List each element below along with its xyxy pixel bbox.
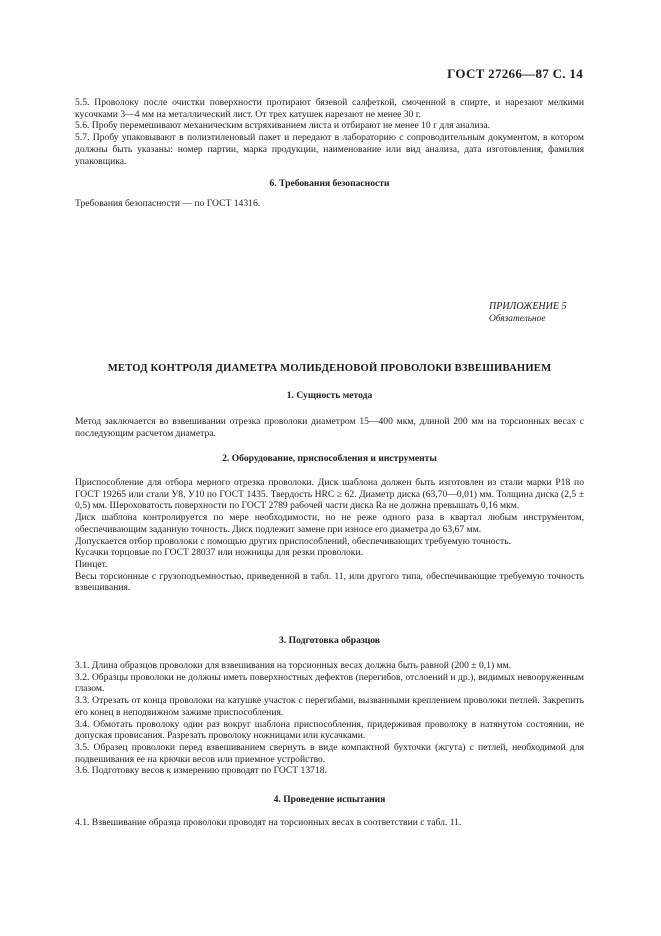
paragraph-a4-1: 4.1. Взвешивание образца проволоки проводят на торсионных весах в соответствии с табл. 11. <box>75 817 462 828</box>
paragraph-a3-5: 3.5. Образец проволоки перед взвешиванием свернуть в виде компактной бухточки (жгута) с петлей, необходимой для подвешивания ее на крючки весов или приемное устройство. <box>75 741 584 765</box>
paragraph-a2-2: Диск шаблона контролируется по мере необходимости, но не реже одного раза в квартал любым инструментом, обеспечивающим заданную точность. Диск подлежит замене при износе его диаметра до 63,67 мм. <box>75 512 584 535</box>
appendix-section-3-text <box>75 660 584 777</box>
paragraph-5-5: 5.5. Проволоку после очистки поверхности протирают бязевой салфеткой, смоченной в спирте, и нарезают мелкими кусочками 3—4 мм на металлический лист. От трех катушек нарезают не менее 30 г. <box>75 97 584 120</box>
section-6-text <box>75 198 584 210</box>
paragraph-a3-6: 3.6. Подготовку весов к измерению проводят по ГОСТ 13718. <box>75 765 327 777</box>
appendix-section-4-text <box>75 817 584 829</box>
appendix-section-1-text <box>75 416 584 439</box>
section-6-title: 6. Требования безопасности <box>269 178 390 189</box>
paragraph-5-6: 5.6. Пробу перемешивают механическим встряхиванием листа и отбирают не менее 10 г для анализа. <box>75 120 491 132</box>
paragraph-a3-4: 3.4. Обмотать проволоку один раз вокруг шаблона приспособления, придерживая проволоку в натянутом состоянии, не допуская провисания. Разрезать проволоку ножницами или кусачками. <box>75 718 584 742</box>
method-title: МЕТОД КОНТРОЛЯ ДИАМЕТРА МОЛИБДЕНОВОЙ ПРОВОЛОКИ ВЗВЕШИВАНИЕМ <box>107 363 552 374</box>
paragraph-a2-6: Весы торсионные с грузоподъемностью, приведенной в табл. 11, или другого типа, обеспечивающие требуемую точность взвешивания. <box>75 570 584 594</box>
paragraph-5-7: 5.7. Пробу упаковывают в полиэтиленовый пакет и передают в лабораторию с сопроводительным документом, в котором должны быть указаны: номер партии, марка продукции, наименование или вид анализа, дата изготовления, фамилия упаковщика. <box>75 132 584 167</box>
section-5-text <box>75 97 584 167</box>
paragraph-6: Требования безопасности — по ГОСТ 14316. <box>75 198 261 209</box>
page-header: ГОСТ 27266—87 С. 14 <box>447 66 583 81</box>
paragraph-a2-4: Кусачки торцовые по ГОСТ 28037 или ножницы для резки проволоки. <box>75 547 363 559</box>
appendix-section-3-title: 3. Подготовка образцов <box>279 635 380 646</box>
paragraph-a3-2: 3.2. Образцы проволоки не должны иметь поверхностных дефектов (перегибов, отслоений и др.), видимых невооруженным глазом. <box>75 671 584 695</box>
appendix-section-1-title: 1. Сущность метода <box>286 390 373 401</box>
paragraph-a2-5: Пинцет. <box>75 558 108 570</box>
appendix-label: ПРИЛОЖЕНИЕ 5 <box>489 301 567 312</box>
paragraph-a2-3: Допускается отбор проволоки с помощью других приспособлений, обеспечивающих требуемую точность. <box>75 535 512 547</box>
appendix-section-2-title: 2. Оборудование, приспособления и инструменты <box>222 453 437 464</box>
paragraph-a3-3: 3.3. Отрезать от конца проволоки на катушке участок с перегибами, вызванными креплением проволоки петлей. Закрепить его конец в неподвижном зажиме приспособления. <box>75 695 584 718</box>
paragraph-a3-1: 3.1. Длина образцов проволоки для взвешивания на торсионных весах должна быть равной (200 ± 0,1) мм. <box>75 660 512 671</box>
paragraph-a1: Метод заключается во взвешивании отрезка проволоки диаметром 15—400 мкм, длиной 200 мм на торсионных весах с последующим расчетом диаметра. <box>75 416 584 439</box>
paragraph-a2-1: Приспособление для отбора мерного отрезка проволоки. Диск шаблона должен быть изготовлен из стали марки Р18 по ГОСТ 19265 или стали У8, У10 по ГОСТ 1435. Твердость HRC ≥ 62. Диаметр диска (63,70—0,01) мм. Толщина диска (2,5 ± 0,5) мм. Шероховатость поверхности по ГОСТ 2789 рабочей части диска Ra не должна превышать 0,16 мкм. <box>75 477 584 512</box>
appendix-section-2-text <box>75 477 584 594</box>
appendix-status: Обязательное <box>489 314 546 324</box>
appendix-section-4-title: 4. Проведение испытания <box>273 794 386 805</box>
